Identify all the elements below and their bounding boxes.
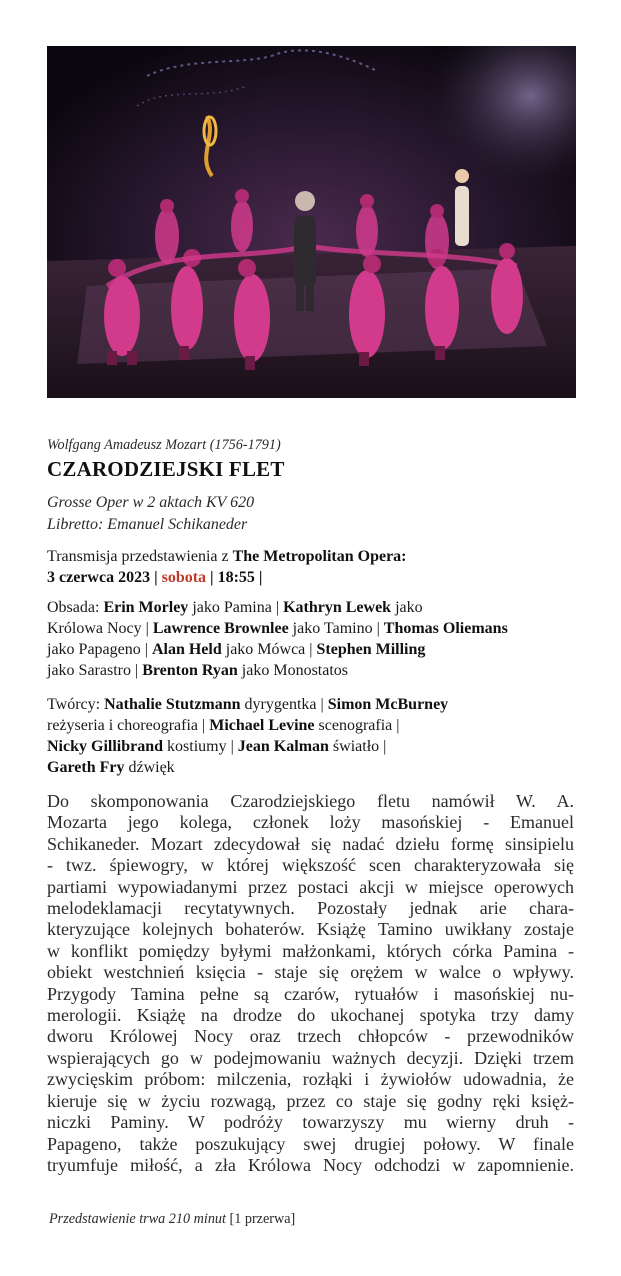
opera-title: CZARODZIEJSKI FLET xyxy=(47,457,285,481)
creator-name: Nicky Gillibrand xyxy=(47,738,164,755)
composer-line: Wolfgang Amadeusz Mozart (1756-1791) xyxy=(47,437,281,453)
description-line: obiekt westchnień księcia - staje się orężem w walce o wpływy. xyxy=(47,962,574,983)
description-line: Mozarta jego kolega, członek loży masońskiej - Emanuel xyxy=(47,812,574,833)
cast-line-3 xyxy=(47,639,592,660)
creator-name: Michael Levine xyxy=(209,717,315,734)
description-line: Do skomponowania Czarodziejskiego fletu namówił W. A. xyxy=(47,791,574,811)
cast-name: Brenton Ryan xyxy=(142,662,238,679)
cast-role: jako xyxy=(391,599,423,616)
description-line: Przygody Tamina pełne są czarów, rytuałów i masońskiej nu- xyxy=(47,983,574,1004)
broadcast-line-2 xyxy=(47,567,592,588)
broadcast-info xyxy=(47,546,592,588)
description-line: w konflikt pomiędzy byłymi małżonkami, których córka Pamina - xyxy=(47,940,574,961)
cast-name: Erin Morley xyxy=(103,599,189,616)
cast-role: jako Papageno | xyxy=(47,641,152,658)
duration-text: Przedstawienie trwa 210 minut xyxy=(49,1211,226,1227)
creators-label: Twórcy: xyxy=(47,696,105,713)
description-line: niczki Paminy. W podróży towarzyszy mu wierny druh - xyxy=(47,1112,574,1133)
creators-line-3 xyxy=(47,736,592,757)
creators-line-1 xyxy=(47,694,592,715)
cast-line-2 xyxy=(47,618,592,639)
cast-name: Stephen Milling xyxy=(316,641,426,658)
creator-function: światło | xyxy=(328,738,387,755)
description-line: partiami wypowiadanymi przez postaci akcji w miejsce operowych xyxy=(47,876,574,897)
broadcast-date: 3 czerwca 2023 xyxy=(47,569,151,586)
cast-list xyxy=(47,597,592,681)
cast-name: Kathryn Lewek xyxy=(283,599,392,616)
creator-function: scenografia | xyxy=(314,717,400,734)
description-line: Schikaneder. Mozart zdecydował się nadać dziełu formę sinsipielu xyxy=(47,833,574,854)
broadcast-intro: Transmisja przedstawienia z xyxy=(47,548,233,565)
cast-role: jako Sarastro | xyxy=(47,662,143,679)
creator-function: reżyseria i choreografia | xyxy=(47,717,210,734)
separator: | xyxy=(206,569,218,586)
description-line: melodeklamacji recytatywnych. Pozostały jednak arie chara- xyxy=(47,898,574,919)
cast-role: jako Pamina | xyxy=(188,599,284,616)
separator: | xyxy=(254,569,263,586)
creator-name: Nathalie Stutzmann xyxy=(104,696,241,713)
broadcast-time: 18:55 xyxy=(217,569,255,586)
cast-name: Lawrence Brownlee xyxy=(152,620,289,637)
description-line: dworu Królowej Nocy oraz trzech chłopców - przewodników xyxy=(47,1026,574,1047)
description-line: kteryzujące kolejnych bohaterów. Książę Tamino uwikłany zostaje xyxy=(47,919,574,940)
cast-role: Królowa Nocy | xyxy=(47,620,153,637)
opera-form: Grosse Oper w 2 aktach KV 620 xyxy=(47,494,255,511)
description-line: wspierających go w podejmowaniu ważnych decyzji. Dzięki trzem xyxy=(47,1047,574,1068)
broadcast-line-1 xyxy=(47,546,592,567)
creator-function: dyrygentka | xyxy=(240,696,328,713)
cast-name: Alan Held xyxy=(151,641,222,658)
creator-name: Simon McBurney xyxy=(327,696,449,713)
opera-subtitle xyxy=(47,492,592,536)
description-line: Papageno, także poszukujący swej drugiej połowy. W finale xyxy=(47,1133,574,1154)
description-line: kieruje się w życiu rozwagą, przez co staje się godny ręki księż- xyxy=(47,1090,574,1111)
libretto-credit: Libretto: Emanuel Schikaneder xyxy=(47,516,248,533)
opera-description xyxy=(47,791,574,1176)
description-line: tryumfuje miłość, a zła Królowa Nocy odchodzi w zapomnienie. xyxy=(47,1154,574,1175)
creators-line-2 xyxy=(47,715,592,736)
opera-stage-photo xyxy=(47,46,576,398)
description-line: - twz. śpiewogry, w której większość scen charakteryzowała się xyxy=(47,855,574,876)
intermission-text: [1 przerwa] xyxy=(225,1211,296,1227)
creator-name: Jean Kalman xyxy=(237,738,329,755)
description-line: zwycięskim próbom: milczenia, rozłąki i żywiołów udowadnia, że xyxy=(47,1069,574,1090)
cast-line-1 xyxy=(47,597,592,618)
cast-role: jako Tamino | xyxy=(288,620,384,637)
separator: | xyxy=(150,569,162,586)
creator-function: kostiumy | xyxy=(163,738,238,755)
cast-label: Obsada: xyxy=(47,599,104,616)
cast-line-4 xyxy=(47,660,592,681)
broadcast-day: sobota xyxy=(161,569,207,586)
creator-name: Gareth Fry xyxy=(47,759,125,776)
creators-line-4 xyxy=(47,757,592,778)
stage-scene xyxy=(47,46,576,398)
description-line: merologii. Książę na drodze do ukochanej spotyka trzy damy xyxy=(47,1005,574,1026)
creators-list xyxy=(47,694,592,778)
creator-function: dźwięk xyxy=(124,759,175,776)
cast-name: Thomas Oliemans xyxy=(383,620,508,637)
broadcast-venue: The Metropolitan Opera: xyxy=(232,548,407,565)
duration-note xyxy=(49,1211,594,1228)
cast-role: jako Monostatos xyxy=(237,662,349,679)
cast-role: jako Mówca | xyxy=(221,641,317,658)
